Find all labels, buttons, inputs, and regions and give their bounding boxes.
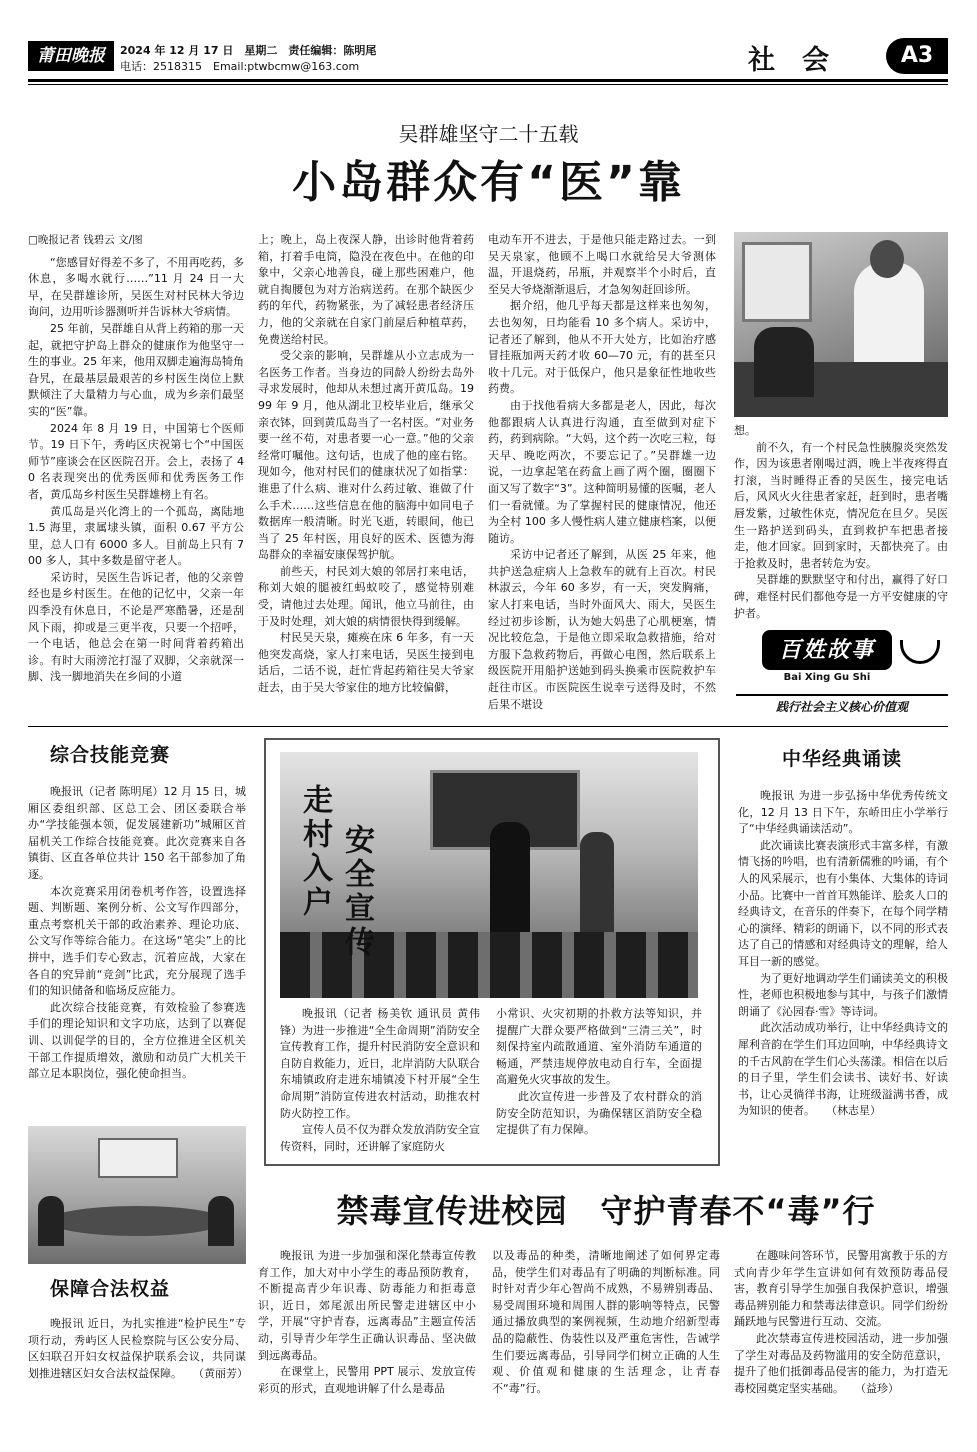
drugs-column-3 (734, 1248, 948, 1397)
masthead-rule-thin (28, 84, 948, 85)
screen-shape (98, 1138, 178, 1178)
section-divider (28, 726, 948, 727)
doctor-head (870, 240, 904, 278)
paragraph: 想。 (734, 424, 756, 437)
presenter-figure (580, 832, 614, 932)
comp-column (28, 784, 246, 1083)
paragraph: 电动车开不进去，于是他只能走路过去。一到吴天泉家，他顾不上喝口水就给吴大爷测体温，开退烧药，吊瓶，并观察半个小时后，直至吴大爷烧渐渐退后，才急匆匆赶回诊所。 (488, 233, 716, 296)
window-shape (742, 242, 812, 322)
paragraph: 受父亲的影响，吴群雄从小立志成为一名医务工作者。当身边的同龄人纷纷去岛外寻求发展时，他却从未想过离开黄瓜岛。1999 年 9 月，他从湖北卫校毕业后，继承父亲衣钵，回到黄瓜岛当了一名村医。“对业务要一丝不苟，对患者要一心一意。”他的父亲经常叮嘱他。这句话，也成了他的座右铭。现如今，他对村民们的健康状况了如指掌：谁患了什么病、谁对什么药过敏、谁做了什么手术……这些信息在他的脑海中如同电子数据库一般清晰。时光飞逝，转眼间，他已当了 25 年村医，用良好的医术、医德为海岛群众的幸福安康保驾护航。 (258, 349, 474, 562)
badge-slogan: 践行社会主义核心价值观 (736, 694, 948, 715)
contact-line: 电话：2518315 Email:ptwbcmw@163.com (120, 60, 360, 73)
paragraph: 此次宣传进一步普及了农村群众的消防安全防范知识，为确保辖区消防安全稳定提供了有力保障。 (496, 1089, 702, 1137)
paragraph: 晚报讯 近日，为扎实推进“检护民生”专项行动，秀屿区人民检察院与区公安分局、区妇联召开妇女权益保护联系会议，共同谋划推进辖区妇女合法权益保障。 （黄丽芳） (28, 1317, 248, 1380)
lead-column-1 (28, 232, 244, 686)
paragraph: 小常识、火灾初期的扑救方法等知识，并提醒广大群众要严格做到“三清三关”，时刻保持室内疏散通道、室外消防车通道的畅通，严禁违规停放电动自行车，全面提高避免火灾事故的发生。 (496, 1007, 702, 1087)
section-name: 社 会 (748, 45, 829, 76)
doctor-photo (734, 232, 948, 417)
paragraph: “您感冒好得差不多了，不用再吃药，多休息，多喝水就行……”11 月 24 日一大早，在吴群雄诊所，吴医生对村民林大爷边询问，边用听诊器测听并告诉林大爷病情。 (28, 255, 244, 319)
lead-column-3 (488, 232, 716, 713)
paragraph: 本次竞赛采用闭卷机考作答，设置选择题、判断题、案例分析、公文写作四部分，重点考察机关干部的政治素养、理论功底、公文写作等综合能力。在这场“笔尖”上的比拼中，选手们专心致志，沉着应战，大家在各自的究异前“竞剑”比武，充分展现了选手们的知识储备和临场反应能力。 (28, 884, 246, 998)
comp-title: 综合技能竞赛 (50, 744, 171, 766)
classics-column (738, 788, 948, 1120)
lead-column-4 (734, 423, 948, 622)
drugs-headline: 禁毒宣传进校园 守护青春不“毒”行 (336, 1192, 876, 1230)
badge-pinyin: Bai Xing Gu Shi (783, 672, 871, 683)
patient-figure (754, 327, 814, 397)
paragraph: 前不久，有一个村民急性胰腺炎突然发作，因为该患者刚喝过酒，晚上半夜疼得直打滚，当时睡得正香的吴医生，接完电话后，风风火火往患者家赶，赶到时，患者嘴唇发紫，过敏性休克，情况危在旦夕。吴医生一路护送到码头，直到救护车把患者接走，他才回家。回到家时，天都快亮了。由于抢救及时，患者转危为安。 (734, 440, 948, 570)
lead-column-2 (258, 232, 474, 697)
rights-column (28, 1316, 246, 1382)
logo-text: 莆田晚报 (37, 46, 105, 66)
badge-title: 百姓故事 (778, 637, 875, 663)
paragraph: 宣传人员不仅为群众发放消防安全宣传资料，同时，还讲解了家庭防火 (280, 1123, 480, 1153)
paragraph: 上；晚上，岛上夜深人静，出诊时他背着药箱，打着手电筒，隐没在夜色中。在他的印象中，父亲心地善良，碰上那些困难户，他就自掏腰包为对方治病送药。在那个缺医少药的年代，药物紧张，为了减轻患者经济压力，他的父亲就在自家门前屋后种植草药，免费送给村民。 (258, 233, 474, 346)
drugs-column-1 (258, 1248, 476, 1397)
paragraph: 前些天，村民刘大娘的邻居打来电话，称刘大娘的腿被红蚂蚁咬了，感觉特别难受，请他过去处理。闻讯，他立马前往，由于及时处理，刘大娘的病情很快得到缓解。 (258, 564, 474, 628)
paragraph: 吴群雄的默默坚守和付出，赢得了好口碑，难怪村民们都他夸是一方平安健康的守护者。 (734, 573, 948, 620)
paragraph: 此次活动成功举行，让中华经典诗文的犀利音韵在学生们耳边回响，中华经典诗文的千古风韵在学生们心头荡漾。相信在以后的日子里，学生们会读书、读好书、好读书，让心灵徜徉书海，让班级溢满书香，成为知识的使者。 （林志星） (738, 1021, 948, 1118)
lead-headline: 小岛群众有“医”靠 (292, 157, 685, 208)
newspaper-logo (28, 41, 114, 71)
paragraph: 采访时，吴医生告诉记者，他的父亲曾经也是乡村医生。在他的记忆中，父亲一年四季没有休息日，不论是严寒酷暑，还是刮风下雨，抑或是三更半夜，只要一个招呼，一个电话，他总会在第一时间背着药箱出诊。有时大雨滂沱打湿了双脚，父亲就深一脚、浅一脚地消失在乡间的小道 (28, 570, 244, 684)
paragraph: 此次诵读比赛表演形式丰富多样，有激情飞扬的吟唱，也有清新儒雅的吟诵，有个人的风采展示，也有小集体、大集体的诗词小品。比赛中一首首耳熟能详、脍炙人口的经典诗文，在音乐的伴奏下，在每个同学精心的演绎、精彩的朗诵下，以不同的形式表达了自己的情感和对经典诗文的理解，给人耳目一新的感觉。 (738, 838, 948, 968)
paragraph: 晚报讯 为进一步加强和深化禁毒宣传教育工作，加大对中小学生的毒品预防教育，不断提高青少年识毒、防毒能力和拒毒意识，近日，郊尾派出所民警走进辖区中小学，开展“守护青春，远离毒品”主题宣传活动，引导青少年学生正确认识毒品、坚决做到远离毒品。 (258, 1249, 476, 1362)
rights-title: 保障合法权益 (50, 1278, 171, 1300)
lead-byline: □晚报记者 钱碧云 文/图 (28, 234, 143, 246)
paragraph: 此次综合技能竞赛，有效检验了参赛选手们的理论知识和文字功底，达到了以赛促训、以训促学的目的，全方位推进全区机关干部工作提质增效，激励和动员广大机关干部立足本职岗位，强化使命担当。 (28, 1000, 246, 1081)
badge-title-box (762, 630, 892, 670)
fire-column-a (280, 1006, 480, 1155)
paragraph: 晚报讯（记者 杨美钦 通讯员 黄伟锋）为进一步推进“全生命周期”消防安全宣传教育工作，提升村民消防安全意识和自防自救能力，近日，北岸消防大队联合东埔镇政府走进东埔镇凌下村开展“全生命周期”消防宣传进农村活动，助推农村防火防控工作。 (280, 1007, 480, 1120)
person-shape (38, 1196, 64, 1246)
fire-title-2: 安全宣传 (339, 824, 374, 960)
paragraph: 晚报讯（记者 陈明尾）12 月 15 日，城厢区委组织部、区总工会、团区委联合举办“学技能强本领，促发展建新功”城厢区首届机关工作综合技能竞赛。此次竞赛来自各镇街、区直各单位共计 150 名干部参加了角逐。 (28, 785, 246, 881)
paragraph: 此次禁毒宣传进校园活动，进一步加强了学生对毒品及药物滥用的安全防范意识，提升了他们抵御毒品侵害的能力，为打造无毒校园奠定坚实基础。 （益珍） (734, 1331, 948, 1395)
fire-title-1: 走村入户 (297, 784, 332, 920)
paragraph: 2024 年 8 月 19 日，中国第七个医师节。19 日下午，秀屿区庆祝第七个“中国医师节”座谈会在区医院召开。会上，表扬了 40 名表现突出的优秀医师和优秀医务工作者，黄瓜岛乡村医生吴群雄榜上有名。 (28, 421, 244, 501)
story-badge (736, 624, 948, 716)
paragraph: 以及毒品的种类，清晰地阐述了如何界定毒品，使学生们对毒品有了明确的判断标准。同时针对青少年心智尚不成熟，不易辨别毒品、易受周围环境和周围人群的影响等特点，民警通过播放典型的案例视频，生动地介绍新型毒品的隐蔽性、伪装性以及严重危害性，告诫学生们要远离毒品，引导同学们树立正确的人生观、价值观和健康的生活理念，让青春不“毒”行。 (492, 1249, 720, 1395)
masthead-rule (28, 79, 948, 82)
presenter-figure (490, 822, 530, 932)
paragraph: 25 年前，吴群雄自从背上药箱的那一天起，就把守护岛上群众的健康作为他坚守一生的事业。25 年来，他用双脚走遍海岛犄角旮旯，在最基层最艰苦的乡村医生岗位上默默倾注了大量精力与心血，成为乡亲们最坚实的“医”靠。 (28, 321, 244, 418)
bowl-icon (900, 640, 940, 664)
person-shape (208, 1196, 234, 1246)
fire-column-b (496, 1006, 702, 1139)
table-shape (48, 1206, 226, 1236)
paragraph: 为了更好地调动学生们诵读美文的积极性，老师也积极地参与其中，与孩子们激情朗诵了《沁园春·雪》等诗词。 (738, 971, 948, 1018)
classics-title: 中华经典诵读 (782, 748, 903, 770)
paragraph: 由于找他看病大多都是老人，因此，每次他都跟病人认真进行沟通，直至做到对症下药，药到病除。“大妈，这个药一次吃三粒，每天早、晚吃两次，不要忘记了。”吴群雄一边说，一边拿起笔在药盒上画了两个圈，圈圈下面又写了数字“3”。这种简明易懂的医嘱，老人们一看就懂。为了掌握村民的健康情况，他还为全村 100 多人慢性病人建立健康档案，以便随访。 (488, 398, 716, 545)
paragraph: 采访中记者还了解到，从医 25 年来，他共护送急症病人上急救车的就有上百次。村民林淑云，今年 60 多岁，有一天，突发胸痛，家人打来电话，当时外面风大、雨大，吴医生经过初步诊断，认为她大妈患了心肌梗塞，情况比较危急，于是他立即采取急救措施，给对方服下急救药物后，再做心电图，然后联系上级医院开用船护送她到码头换乘市医院救护车赶往市区。市医院医生说幸亏送得及时，不然后果不堪设 (488, 548, 716, 711)
paragraph: 黄瓜岛是兴化湾上的一个孤岛，离陆地 1.5 海里，隶属埭头镇，面积 0.67 平方公里，总人口有 6000 多人。目前岛上只有 700 多人，其中多数是留守老人。 (28, 504, 244, 568)
paragraph: 在课堂上，民警用 PPT 展示、发放宣传彩页的形式，直观地讲解了什么是毒品 (258, 1365, 476, 1395)
page-number-badge (886, 38, 948, 74)
paragraph: 在趣味问答环节，民警用寓教于乐的方式向青少年学生宣讲如何有效预防毒品侵害，教育引导学生加强自我保护意识，增强毒品辨别能力和禁毒法律意识。同学们纷纷踊跃地与民警进行互动、交流。 (734, 1249, 948, 1329)
lead-kicker: 吴群雄坚守二十五载 (398, 122, 579, 146)
paragraph: 据介绍，他几乎每天都是这样来也匆匆，去也匆匆，日均能看 10 多个病人。采访中，记者还了解到，他从不开大处方，比如治疗感冒挂瓶加两天药才收 60—70 元，有的甚至只收十几元。对于低保户，他只是象征性地收些药费。 (488, 299, 716, 396)
paragraph: 村民吴天泉，瘫痪在床 6 年多，有一天他突发高烧，家人打来电话，吴医生接到电话后，二话不说，赶忙背起药箱往吴大爷家赶去，由于吴大爷家住的地方比较偏僻， (258, 631, 474, 695)
paragraph: 晚报讯 为进一步弘扬中华优秀传统文化，12 月 13 日下午，东峤田庄小学举行了“中华经典诵读活动”。 (738, 789, 948, 836)
page-number: A3 (900, 43, 934, 68)
masthead (28, 38, 948, 76)
meeting-photo (28, 1126, 246, 1264)
date-line: 2024 年 12 月 17 日 星期二 责任编辑：陈明尾 (120, 44, 377, 57)
drugs-column-2 (492, 1248, 720, 1397)
